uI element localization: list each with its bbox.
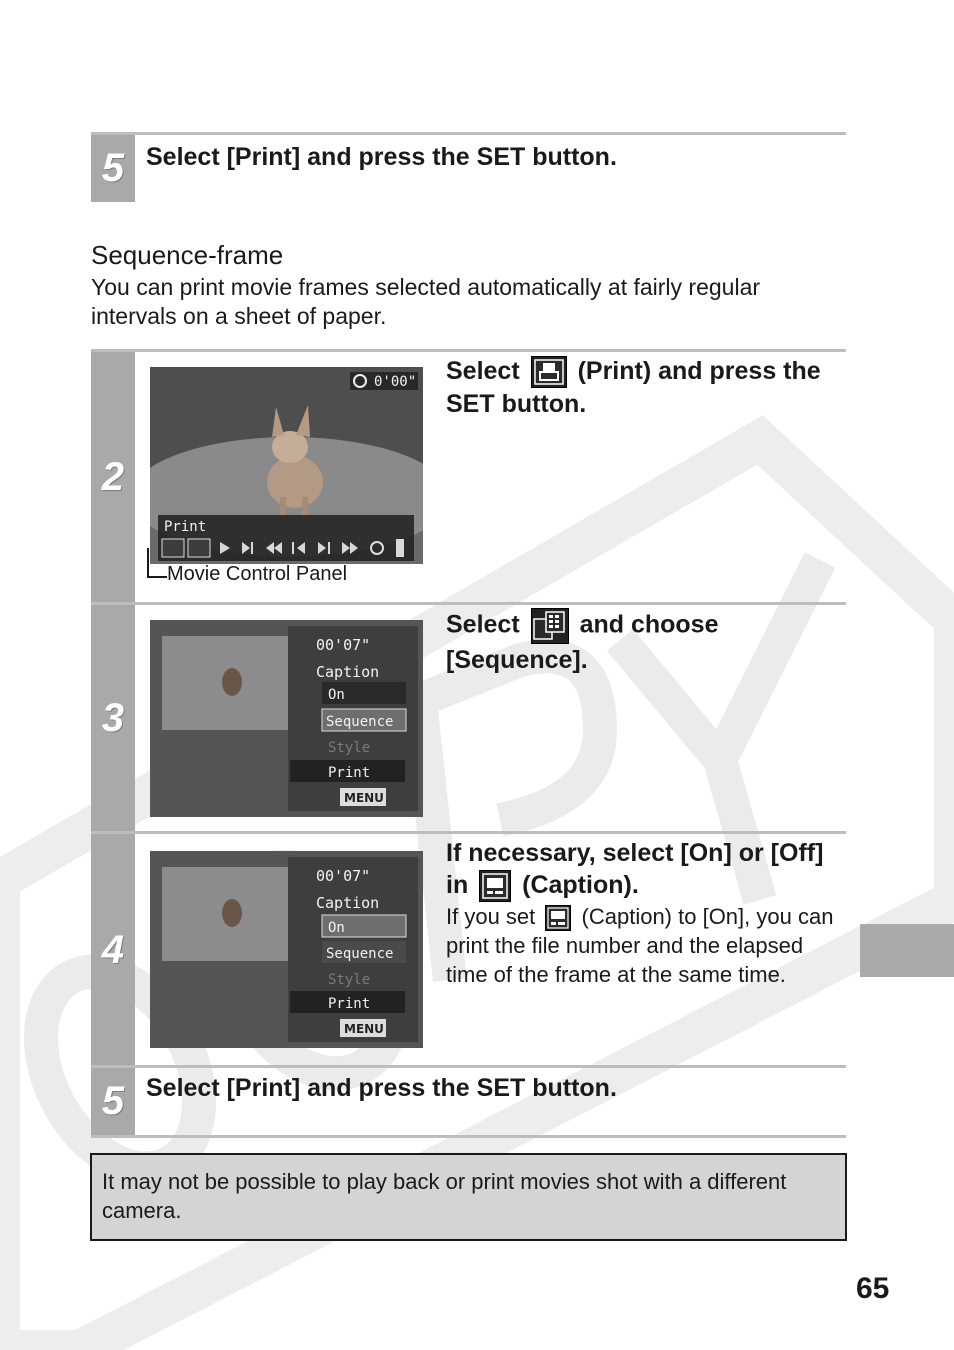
menu-sequence: Sequence — [326, 946, 394, 962]
menu-print: Print — [328, 996, 371, 1012]
step-title-part2: (Print) and press the SET button. — [446, 357, 821, 419]
page-number: 65 — [856, 1272, 890, 1305]
step-title — [446, 837, 836, 902]
menu-print: Print — [328, 765, 371, 781]
step-number: 5 — [91, 1068, 135, 1135]
callout-label: Movie Control Panel — [167, 563, 348, 585]
step-number: 4 — [91, 834, 135, 1066]
timecode: 00'07" — [316, 867, 371, 885]
step-body-part2: (Caption) to [On], you can print the file number and the elapsed time of the frame at the same time. — [446, 904, 834, 988]
note-text: It may not be possible to play back or print movies shot with a different camera. — [102, 1169, 787, 1223]
menu-on: On — [328, 687, 345, 703]
step-title-part2: and choose [Sequence]. — [446, 610, 719, 674]
step-body — [446, 902, 841, 989]
menu-sequence: Sequence — [326, 714, 394, 730]
menu-on: On — [328, 920, 345, 936]
step-title — [446, 355, 836, 420]
menu-caption: Caption — [316, 663, 380, 681]
layout-icon — [531, 608, 569, 644]
step-title: Select [Print] and press the SET button. — [146, 143, 617, 171]
section-text: You can print movie frames selected automatically at fairly regular intervals on a sheet of paper. — [91, 274, 761, 329]
step-title: Select [Print] and press the SET button. — [146, 1074, 617, 1102]
step-number: 5 — [91, 135, 135, 202]
timecode: 0'00" — [374, 374, 417, 390]
step-number: 2 — [91, 352, 135, 603]
print-icon — [531, 356, 567, 388]
menu-style: Style — [328, 972, 371, 988]
step-title — [446, 608, 836, 676]
camera-screen-caption — [150, 851, 423, 1048]
step-title-part1: Select — [446, 610, 520, 639]
section-heading: Sequence-frame — [91, 240, 284, 270]
camera-screen-sequence — [150, 620, 423, 817]
step-5-bottom — [91, 1065, 846, 1138]
step-5-top — [91, 132, 846, 202]
caption-icon — [479, 870, 511, 902]
camera-screen-print — [150, 367, 423, 564]
step-title-part1: Select — [446, 357, 520, 385]
step-title-part1: If necessary, select [On] or [Off] in — [446, 839, 824, 899]
menu-button: MENU — [344, 1022, 384, 1036]
callout-line — [147, 548, 167, 578]
menu-button: MENU — [344, 791, 384, 805]
menu-caption: Caption — [316, 894, 380, 912]
step-body-part1: If you set — [446, 904, 536, 929]
step-number: 3 — [91, 605, 135, 832]
timecode: 00'07" — [316, 636, 371, 654]
caption-icon — [545, 905, 571, 931]
panel-label: Print — [164, 519, 207, 535]
step-title-part2: (Caption). — [522, 871, 639, 899]
menu-style: Style — [328, 740, 371, 756]
chapter-tab — [860, 924, 954, 977]
note-box — [90, 1153, 847, 1241]
